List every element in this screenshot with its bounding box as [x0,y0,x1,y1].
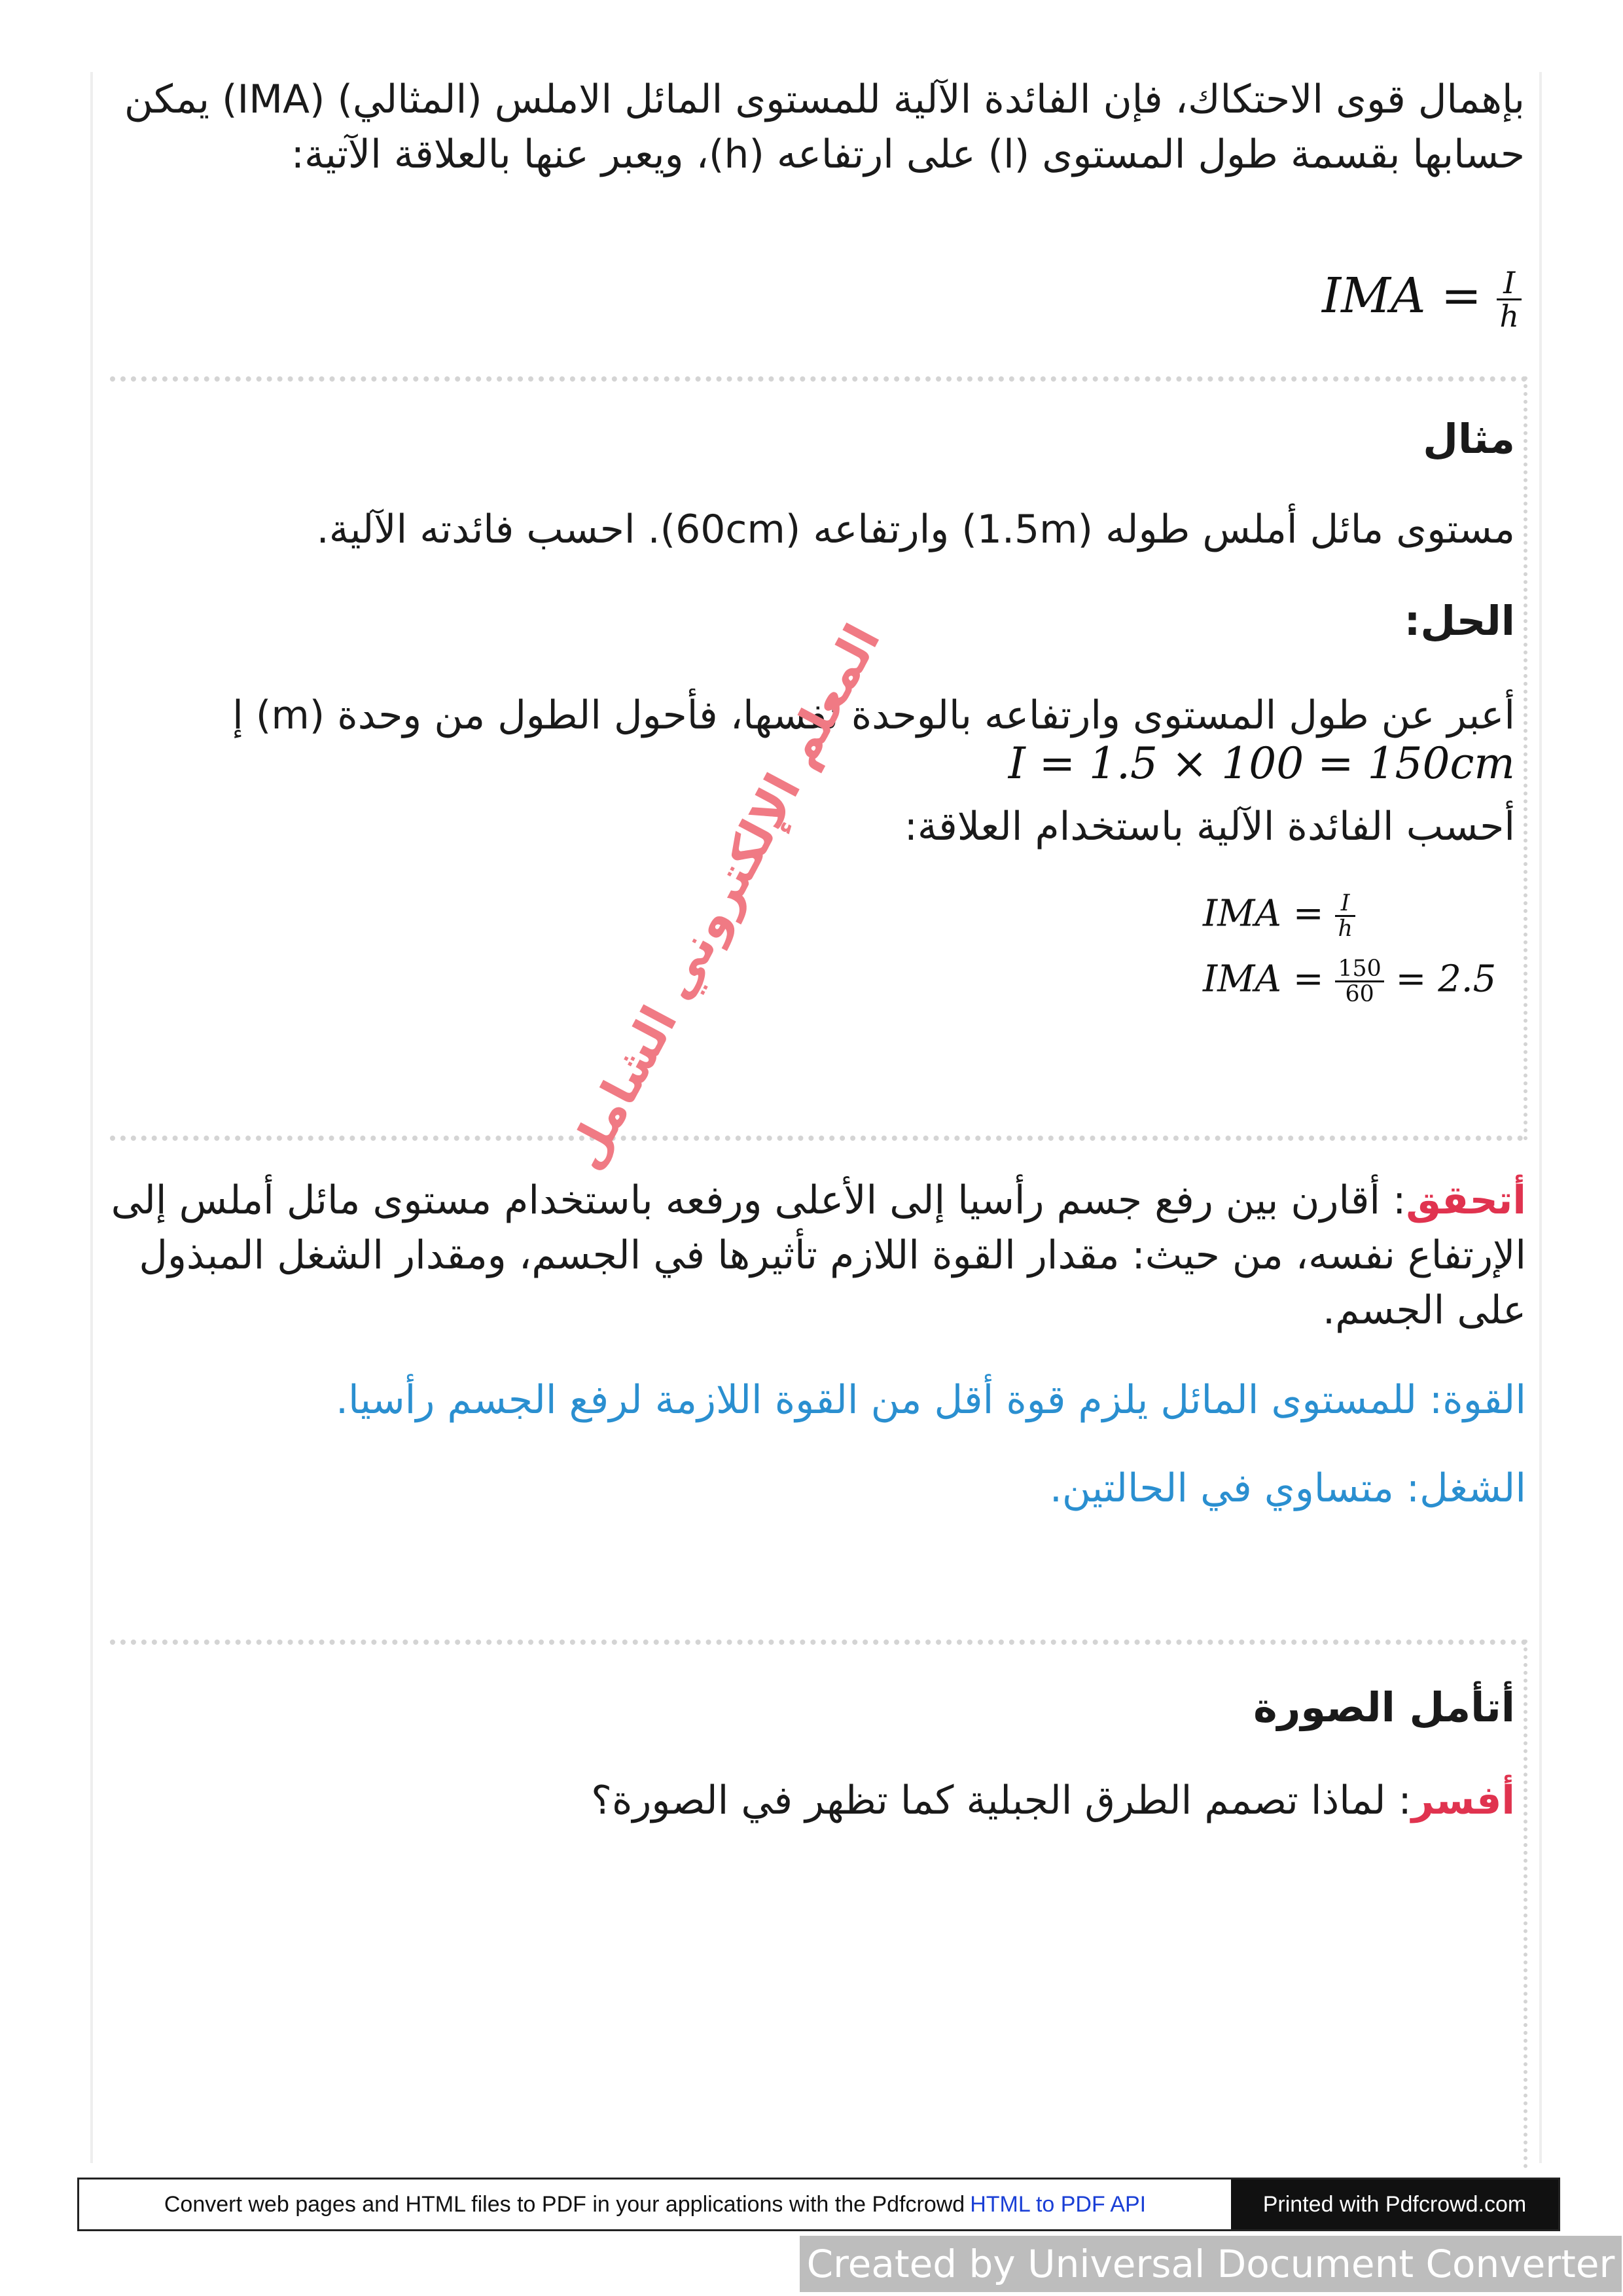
answer-force: القوة: للمستوى المائل يلزم قوة أقل من القوة اللازمة لرفع الجسم رأسيا. [335,1377,1526,1423]
ima-equation-2 [1203,957,1496,1007]
solution-step2: أحسب الفائدة الآلية باستخدام العلاقة: [904,804,1515,850]
formula-lhs: IMA = [1321,268,1482,325]
right-page-border [1539,72,1542,2163]
eq2-numerator: 150 [1335,957,1383,982]
intro-paragraph: بإهمال قوى الاحتكاك، فإن الفائدة الآلية للمستوى المائل الاملس (المثالي) (IMA) يمكن حسابها بقسمة طول المستوى (l) على ارتفاعه (h)، ويعبر عنها بالعلاقة الآتية: [124,77,1525,177]
eq1-denominator: h [1338,916,1353,942]
explain-text: : لماذا تصمم الطرق الجبلية كما تظهر في الصورة؟ [591,1778,1412,1823]
image-section-heading: أتأمل الصورة [1253,1683,1515,1731]
example-heading: مثال [1423,415,1515,463]
eq2-denominator: 60 [1345,981,1374,1008]
eq1-fraction [1335,891,1355,941]
check-paragraph [80,1173,1526,1338]
eq1-numerator: I [1335,891,1355,917]
explain-question [69,1774,1515,1827]
answer-work: الشغل: متساوي في الحالتين. [1049,1465,1526,1511]
explain-label: أفسر [1411,1778,1515,1823]
left-page-border [90,72,93,2163]
footer-printed-badge[interactable]: Printed with Pdfcrowd.com [1231,2179,1558,2229]
formula-denominator: h [1499,298,1519,334]
check-divider [110,1136,1524,1141]
eq2-fraction [1335,957,1383,1007]
footer-message [79,2179,1231,2229]
conversion-equation: I = 1.5 × 100 = 150cm [1008,738,1515,789]
intro-formula [1322,267,1522,332]
watermark-text: المعلم الإلكتروني الشامل [556,615,891,1179]
footer-text: Convert web pages and HTML files to PDF in your applications with the Pdfcrowd [164,2191,965,2217]
eq2-lhs: IMA = [1203,958,1324,1001]
formula-fraction [1497,267,1522,332]
check-label: أتحقق [1406,1177,1526,1223]
eq2-result: = 2.5 [1395,958,1497,1001]
check-text: : أقارن بين رفع جسم رأسيا إلى الأعلى ورفعه باستخدام مستوى مائل أملس إلى الإرتفاع نفسه، من حيث: مقدار القوة اللازم تأثيرها في الجسم، ومقدار الشغل المبذول على الجسم. [111,1177,1526,1333]
solution-heading: الحل: [1404,597,1515,645]
converter-banner: Created by Universal Document Converter [800,2236,1622,2292]
ima-equation-1 [1203,891,1355,941]
example-problem: مستوى مائل أملس طوله (1.5m) وارتفاعه (60cm). احسب فائدته الآلية. [316,507,1515,552]
footer-api-link[interactable]: HTML to PDF API [970,2191,1147,2217]
formula-numerator: I [1497,267,1522,300]
eq1-lhs: IMA = [1203,892,1324,935]
pdfcrowd-footer [77,2178,1560,2231]
solution-step1: أعبر عن طول المستوى وارتفاعه بالوحدة نفسها، فأحول الطول من وحدة (m) إ [232,692,1515,738]
